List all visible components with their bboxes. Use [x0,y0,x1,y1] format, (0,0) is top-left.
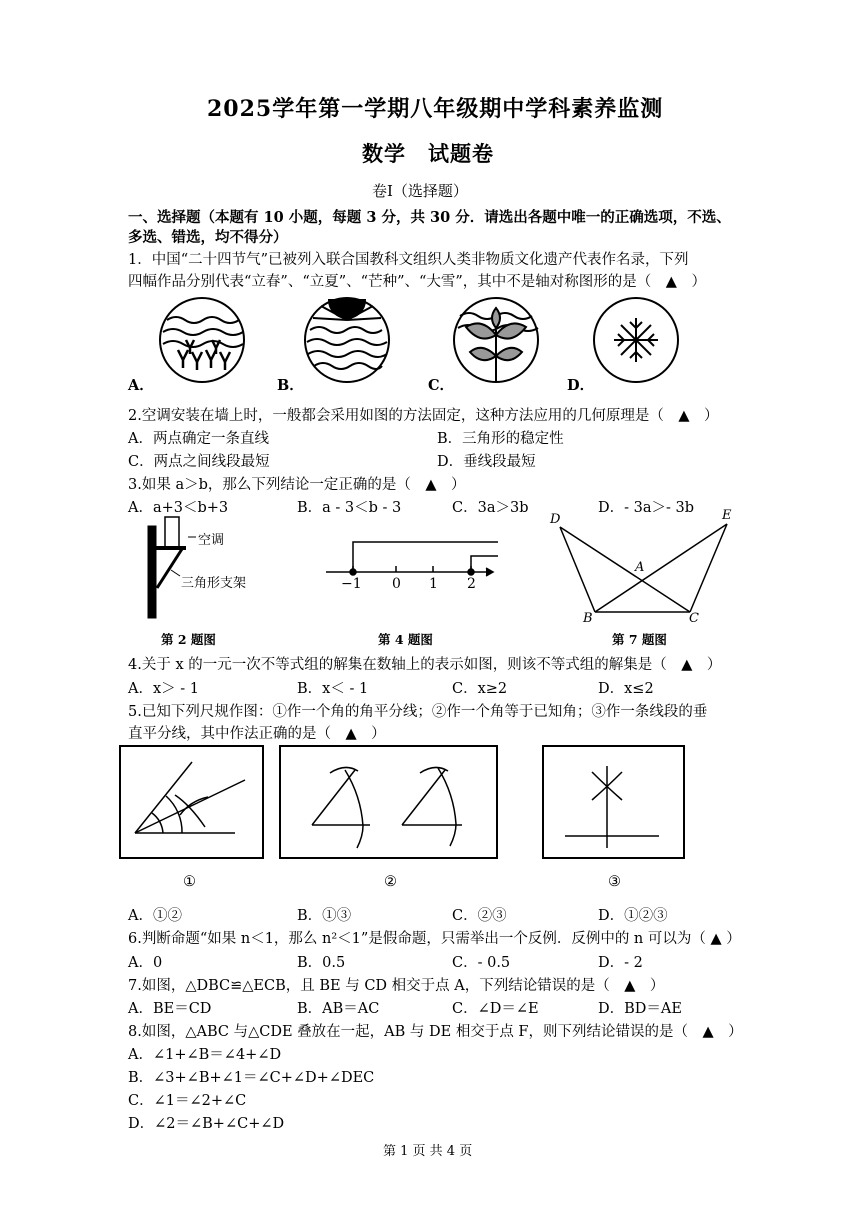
q2-option-d: D．垂线段最短 [437,454,536,470]
fig2-caption: 第 2 题图 [161,632,216,647]
volume-heading: 卷Ⅰ（选择题） [372,182,468,200]
q3-option-b: B．a - 3＜b - 3 [297,500,402,516]
q7-option-c: C．∠D＝∠E [452,1001,539,1017]
q4-stem: 4.关于 x 的一元一次不等式组的解集在数轴上的表示如图，则该不等式组的解集是（ ▲ ） [128,657,722,673]
fig4-tick-2: 2 [467,576,476,592]
fig7-point-c: C [689,611,699,626]
q3-stem: 3.如果 a＞b，那么下列结论一定正确的是（ ▲ ） [128,477,466,493]
q1-stem-line1: 1．中国“二十四节气”已被列入联合国教科文组织人类非物质文化遗产代表作名录，下列 [128,252,689,268]
page-title: 2025学年第一学期八年级期中学科素养监测 [207,96,664,122]
q8-option-c: C．∠1＝∠2+∠C [128,1093,247,1109]
q8-option-b: B．∠3+∠B+∠1＝∠C+∠D+∠DEC [128,1070,375,1086]
page-number: 第 1 页 共 4 页 [383,1144,473,1159]
q5-option-c: C．②③ [452,908,507,924]
q6-stem: 6.判断命题“如果 n＜1，那么 n²＜1”是假命题，只需举出一个反例．反例中的 n 可以为（ ▲ ） [128,931,741,947]
q7-option-b: B．AB＝AC [297,1001,380,1017]
q1-option-d: D． [567,377,595,394]
q5-fig-label-2: ② [384,874,397,890]
fig7-caption: 第 7 题图 [612,632,667,647]
q7-stem: 7.如图，△DBC≌△ECB，且 BE 与 CD 相交于点 A，下列结论错误的是（ ▲ ） [128,978,665,994]
q6-option-b: B．0.5 [297,955,346,971]
q6-option-a: A．0 [128,955,163,971]
q5-stem-line2: 直平分线，其中作法正确的是（ ▲ ） [128,726,386,742]
construction-fig-2 [280,746,497,858]
q4-option-b: B．x＜ - 1 [297,681,369,697]
q6-option-c: C．- 0.5 [452,955,511,971]
q3-option-c: C．3a＞3b [452,500,529,516]
q8-option-a: A．∠1+∠B＝∠4+∠D [128,1047,282,1063]
q6-option-d: D．- 2 [598,955,643,971]
q5-fig-label-3: ③ [608,874,621,890]
q5-option-d: D．①②③ [598,908,668,924]
fig4-tick-1: 1 [429,576,438,592]
q1-option-a: A． [128,377,154,394]
q2-stem: 2.空调安装在墙上时，一般都会采用如图的方法固定，这种方法应用的几何原理是（ ▲ ） [128,408,719,424]
construction-fig-1 [120,746,263,858]
q5-stem-line1: 5.已知下列尺规作图：①作一个角的角平分线；②作一个角等于已知角；③作一条线段的垂 [128,704,708,720]
q5-fig-label-1: ① [183,874,196,890]
q4-option-d: D．x≤2 [598,681,654,697]
fig7-point-b: B [583,611,593,626]
construction-fig-3 [543,746,684,858]
fig7-point-d: D [550,512,561,527]
q3-option-a: A．a+3＜b+3 [128,500,229,516]
q2-option-b: B．三角形的稳定性 [437,431,564,447]
q4-option-c: C．x≥2 [452,681,508,697]
fig4-tick-0: 0 [392,576,401,592]
fig7-point-a: A [635,560,645,575]
q2-option-c: C．两点之间线段最短 [128,454,270,470]
q7-option-d: D．BD＝AE [598,1001,682,1017]
fig2-bracket-label: 三角形支架 [181,576,247,591]
q1-option-c: C． [428,377,455,394]
fig4-tick-neg1: −1 [341,576,362,592]
q3-option-d: D．- 3a＞- 3b [598,500,695,516]
q2-option-a: A．两点确定一条直线 [128,431,269,447]
q1-option-b: B． [277,377,304,394]
fig2-ac-label: 空调 [198,533,225,548]
section-instructions-line2: 多选、错选，均不得分） [128,229,288,246]
page-subtitle: 数学 试题卷 [362,141,494,166]
q1-stem-line2: 四幅作品分别代表“立春”、“立夏”、“芒种”、“大雪”，其中不是轴对称图形的是（ ▲ ） [128,274,706,290]
q8-stem: 8.如图，△ABC 与△CDE 叠放在一起，AB 与 DE 相交于点 F，则下列结论错误的是（ ▲ ） [128,1024,743,1040]
fig4-caption: 第 4 题图 [378,632,433,647]
fig7-point-e: E [722,508,732,523]
q5-option-b: B．①③ [297,908,352,924]
section-instructions-line1: 一、选择题（本题有 10 小题，每题 3 分，共 30 分．请选出各题中唯一的正确选项，不选、 [128,209,731,226]
q7-option-a: A．BE＝CD [128,1001,212,1017]
q4-option-a: A．x＞ - 1 [128,681,199,697]
q8-option-d: D．∠2＝∠B+∠C+∠D [128,1116,285,1132]
q5-option-a: A．①② [128,908,182,924]
